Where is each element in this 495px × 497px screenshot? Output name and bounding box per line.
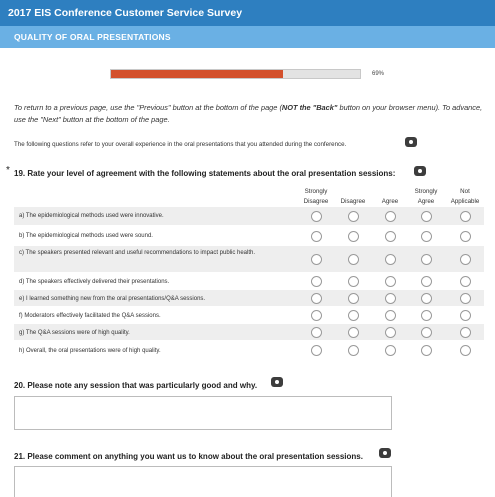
question-20-textarea[interactable] xyxy=(14,396,392,430)
survey-header xyxy=(0,0,495,26)
radio-option[interactable] xyxy=(348,211,359,222)
matrix-row-label: e) I learned something new from the oral presentations/Q&A sessions. xyxy=(19,296,206,302)
column-header-line1: Not xyxy=(460,188,470,195)
column-header-line1: Strongly xyxy=(414,188,438,195)
matrix-row-label: f) Moderators effectively facilitated the Q&A sessions. xyxy=(19,313,161,319)
radio-option[interactable] xyxy=(421,293,432,304)
column-header-line2: Agree xyxy=(381,198,399,205)
radio-option[interactable] xyxy=(421,345,432,356)
radio-option[interactable] xyxy=(348,327,359,338)
radio-option[interactable] xyxy=(348,254,359,265)
column-header xyxy=(444,187,486,207)
column-header xyxy=(332,187,374,207)
matrix-row-label: a) The epidemiological methods used were innovative. xyxy=(19,213,164,219)
radio-option[interactable] xyxy=(421,211,432,222)
radio-option[interactable] xyxy=(311,327,322,338)
column-header-line2: Disagree xyxy=(340,198,366,205)
radio-option[interactable] xyxy=(385,231,396,242)
matrix-row xyxy=(14,227,484,245)
progress-fill xyxy=(111,70,283,78)
radio-option[interactable] xyxy=(348,231,359,242)
required-marker: * xyxy=(6,165,10,176)
radio-option[interactable] xyxy=(311,231,322,242)
radio-option[interactable] xyxy=(421,276,432,287)
radio-option[interactable] xyxy=(348,345,359,356)
matrix-row-label: c) The speakers presented relevant and useful recommendations to impact public health. xyxy=(19,250,256,256)
matrix-row xyxy=(14,307,484,323)
radio-option[interactable] xyxy=(311,276,322,287)
matrix-row xyxy=(14,246,484,272)
radio-option[interactable] xyxy=(460,254,471,265)
radio-option[interactable] xyxy=(311,345,322,356)
matrix-row xyxy=(14,207,484,225)
radio-option[interactable] xyxy=(385,254,396,265)
page-header xyxy=(0,26,495,48)
column-header-line2: Applicable xyxy=(450,198,480,205)
comment-icon[interactable] xyxy=(414,166,426,176)
radio-option[interactable] xyxy=(460,310,471,321)
matrix-row-label: b) The epidemiological methods used were sound. xyxy=(19,233,153,239)
column-header xyxy=(295,187,337,207)
intro-text: The following questions refer to your overall experience in the oral presentations that you attended during the conference. xyxy=(14,141,347,148)
radio-option[interactable] xyxy=(311,293,322,304)
radio-option[interactable] xyxy=(421,254,432,265)
column-header-line2: Agree xyxy=(417,198,435,205)
radio-option[interactable] xyxy=(385,293,396,304)
progress-label: 69% xyxy=(372,71,385,77)
radio-option[interactable] xyxy=(460,276,471,287)
radio-option[interactable] xyxy=(421,231,432,242)
question-19-title: 19. Rate your level of agreement with the following statements about the oral presentation sessions: xyxy=(14,169,396,178)
radio-option[interactable] xyxy=(311,211,322,222)
matrix-row-label: h) Overall, the oral presentations were of high quality. xyxy=(19,348,161,354)
instructions-text: To return to a previous page, use the "Previous" button at the bottom of the page ( xyxy=(14,103,282,112)
matrix-row xyxy=(14,324,484,340)
radio-option[interactable] xyxy=(460,231,471,242)
column-header-line1 xyxy=(332,187,374,197)
radio-option[interactable] xyxy=(421,327,432,338)
radio-option[interactable] xyxy=(385,211,396,222)
radio-option[interactable] xyxy=(348,310,359,321)
radio-option[interactable] xyxy=(385,310,396,321)
comment-icon[interactable] xyxy=(405,137,417,147)
comment-icon[interactable] xyxy=(271,377,283,387)
column-header-line2: Disagree xyxy=(303,198,329,205)
radio-option[interactable] xyxy=(311,310,322,321)
radio-option[interactable] xyxy=(460,345,471,356)
survey-title: 2017 EIS Conference Customer Service Survey xyxy=(8,7,243,19)
matrix-row xyxy=(14,273,484,289)
matrix-row xyxy=(14,290,484,306)
comment-icon[interactable] xyxy=(379,448,391,458)
question-21-title: 21. Please comment on anything you want us to know about the oral presentation sessions. xyxy=(14,452,363,461)
navigation-instructions xyxy=(14,102,484,126)
progress-bar xyxy=(110,69,361,79)
radio-option[interactable] xyxy=(460,327,471,338)
matrix-row-label: d) The speakers effectively delivered their presentations. xyxy=(19,279,170,285)
instructions-text-end: button on your browser menu). To advance, use the "Next" button at the bottom of the page. xyxy=(14,103,483,124)
page-title: QUALITY OF ORAL PRESENTATIONS xyxy=(14,32,171,42)
radio-option[interactable] xyxy=(385,276,396,287)
matrix-row-label: g) The Q&A sessions were of high quality. xyxy=(19,330,130,336)
question-20-title: 20. Please note any session that was particularly good and why. xyxy=(14,381,258,390)
radio-option[interactable] xyxy=(385,345,396,356)
radio-option[interactable] xyxy=(385,327,396,338)
radio-option[interactable] xyxy=(348,276,359,287)
radio-option[interactable] xyxy=(311,254,322,265)
column-header xyxy=(405,187,447,207)
question-21-textarea[interactable] xyxy=(14,466,392,497)
column-header-line1: Strongly xyxy=(304,188,328,195)
radio-option[interactable] xyxy=(460,293,471,304)
radio-option[interactable] xyxy=(348,293,359,304)
instructions-emphasis: NOT the "Back" xyxy=(281,103,338,112)
radio-option[interactable] xyxy=(421,310,432,321)
radio-option[interactable] xyxy=(460,211,471,222)
matrix-row xyxy=(14,342,484,358)
